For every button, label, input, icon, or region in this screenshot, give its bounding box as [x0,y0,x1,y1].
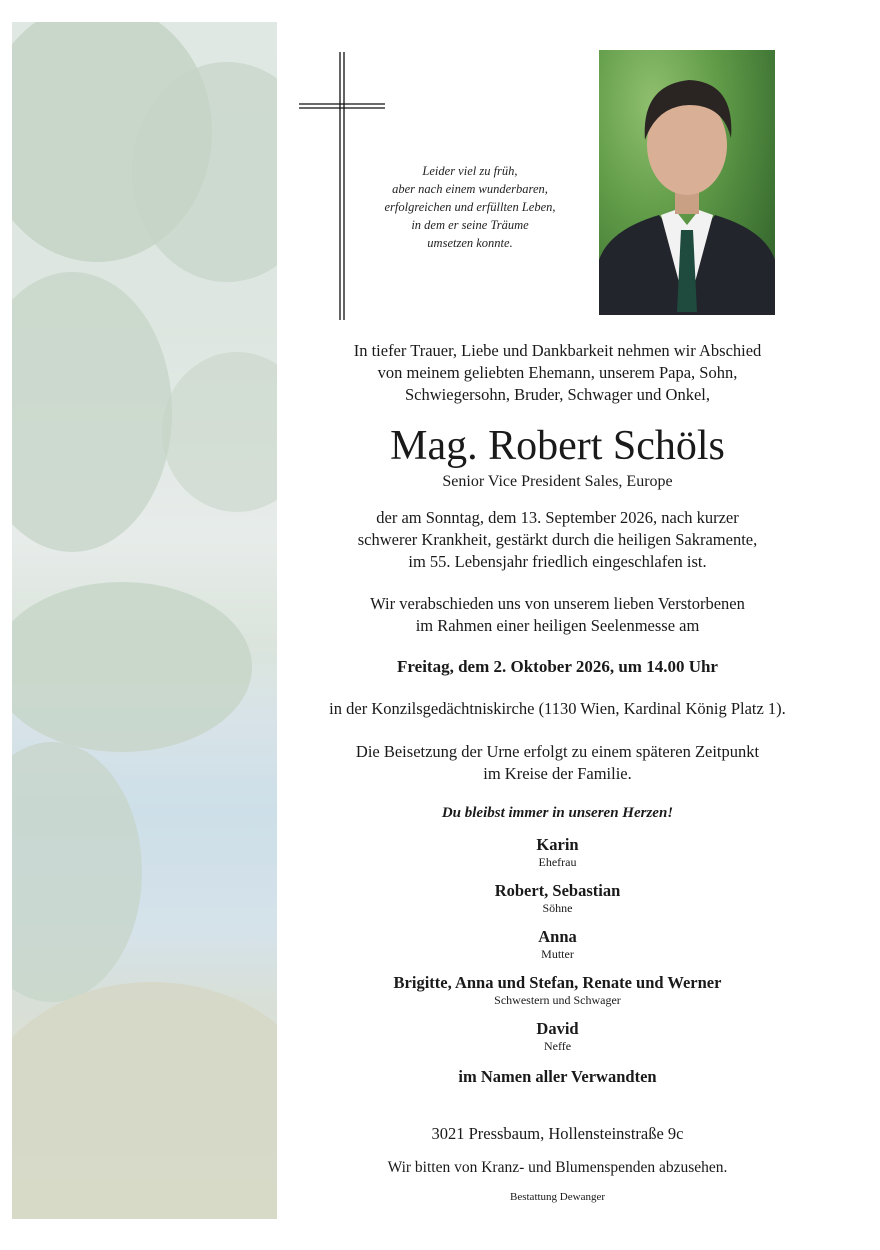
undertaker: Bestattung Dewanger [510,1191,605,1203]
family-entry [290,927,825,961]
service-datetime: Freitag, dem 2. Oktober 2026, um 14.00 Uhr [397,657,718,676]
quote-line: in dem er seine Träume [411,218,529,232]
farewell-line: Wir verabschieden uns von unserem lieben Verstorbenen [370,594,745,613]
quote-line: aber nach einem wunderbaren, [392,182,548,196]
donation-request: Wir bitten von Kranz- und Blumenspenden abzusehen. [387,1159,728,1176]
service-location: in der Konzilsgedächtniskirche (1130 Wien, Kardinal König Platz 1). [329,699,786,718]
family-name: Anna [538,927,577,946]
family-entry [290,973,825,1007]
intro-line: In tiefer Trauer, Liebe und Dankbarkeit nehmen wir Abschied [353,341,762,360]
death-line: der am Sonntag, dem 13. September 2026, nach kurzer [376,508,739,527]
family-relation: Schwestern und Schwager [494,993,621,1007]
family-relation: Neffe [543,1039,572,1053]
quote-line: Leider viel zu früh, [422,164,518,178]
memorial-quote [370,162,570,252]
burial-line: Die Beisetzung der Urne erfolgt zu einem späteren Zeitpunkt [355,742,760,761]
motto: Du bleibst immer in unseren Herzen! [441,805,674,821]
family-name: David [536,1019,579,1038]
portrait-photo [599,50,775,315]
intro-text [290,340,825,406]
burial-text [290,741,825,785]
farewell-text [290,593,825,637]
family-relation: Mutter [541,947,574,961]
quote-line: erfolgreichen und erfüllten Leben, [384,200,556,214]
family-entry [290,881,825,915]
family-name: Brigitte, Anna und Stefan, Renate und Werner [393,973,722,992]
family-name: Karin [536,835,579,854]
quote-line: umsetzen konnte. [427,236,513,250]
obituary-text [290,340,825,1203]
closing-text: im Namen aller Verwandten [458,1067,657,1086]
family-name: Robert, Sebastian [494,881,621,900]
deceased-name: Mag. Robert Schöls [390,423,725,469]
intro-line: von meinem geliebten Ehemann, unserem Papa, Sohn, [377,363,738,382]
family-entry [290,835,825,869]
family-entry [290,1019,825,1053]
address: 3021 Pressbaum, Hollensteinstraße 9c [431,1124,684,1143]
farewell-line: im Rahmen einer heiligen Seelenmesse am [415,616,700,635]
death-line: im 55. Lebensjahr friedlich eingeschlafen ist. [408,552,707,571]
side-landscape-image [12,22,277,1219]
death-line: schwerer Krankheit, gestärkt durch die heiligen Sakramente, [357,530,758,549]
death-notice [290,507,825,573]
family-list [290,835,825,1053]
family-relation: Ehefrau [538,855,577,869]
deceased-title: Senior Vice President Sales, Europe [442,473,673,490]
burial-line: im Kreise der Familie. [483,764,632,783]
family-relation: Söhne [542,901,573,915]
intro-line: Schwiegersohn, Bruder, Schwager und Onkel, [405,385,710,404]
